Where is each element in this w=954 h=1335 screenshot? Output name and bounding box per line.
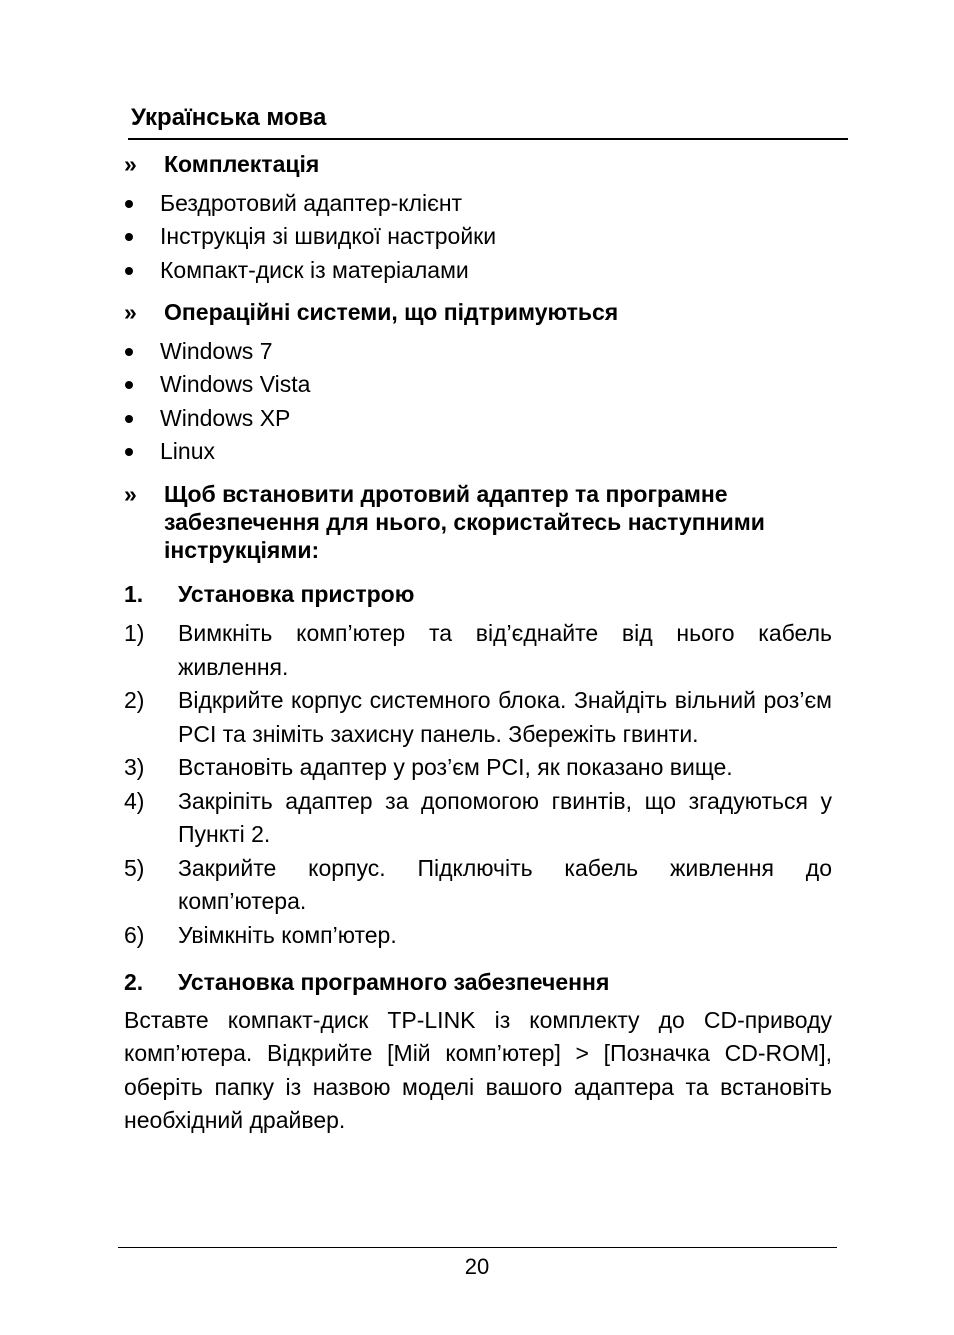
step-text: Відкрийте корпус системного блока. Знайдіть вільний роз’єм PCI та зніміть захисну панель. Збережіть гвинти. [178, 687, 832, 747]
section-marker: » [124, 299, 137, 325]
list-item [124, 402, 832, 436]
page-content [124, 148, 832, 1138]
page-number: 20 [464, 1254, 490, 1279]
list-item-text: Бездротовий адаптер-клієнт [160, 189, 463, 216]
list-item-text: Інструкція зі швидкої настройки [160, 223, 497, 249]
section-title: Операційні системи, що підтримуються [164, 299, 619, 325]
list-item [124, 220, 832, 254]
list-item [124, 435, 832, 469]
footer-divider [118, 1247, 837, 1248]
step-number: 5) [124, 854, 145, 881]
heading-title: Установка пристрою [178, 580, 415, 607]
software-paragraph: Вставте компакт-диск TP-LINK із комплекту до CD-приводу комп’ютера. Відкрийте [Мій комп’ютер] > [Позначка CD-ROM], оберіть папку із назвою моделі вашого адаптера та встановіть необхідний драйвер. [124, 1006, 832, 1133]
bullet-icon [125, 200, 133, 208]
list-item-text: Компакт-диск із матеріалами [160, 256, 469, 283]
step-item [124, 852, 832, 919]
hardware-heading [124, 578, 832, 612]
list-item-text: Linux [160, 438, 215, 464]
list-item-text: Windows XP [160, 404, 291, 431]
section-title: Комплектація [164, 151, 320, 177]
step-item [124, 751, 832, 785]
step-text: Закріпіть адаптер за допомогою гвинтів, що згадуються у Пункті 2. [178, 787, 832, 847]
heading-number: 1. [124, 580, 144, 607]
list-item-text: Windows Vista [160, 371, 311, 397]
step-item [124, 919, 832, 953]
section-heading-install [124, 480, 832, 564]
list-item [124, 254, 832, 288]
bullet-icon [125, 267, 133, 275]
bullet-icon [125, 448, 133, 456]
heading-number: 2. [124, 969, 144, 995]
list-item-text: Windows 7 [160, 337, 273, 364]
bullet-icon [125, 381, 133, 389]
bullet-icon [125, 415, 133, 423]
step-number: 2) [124, 687, 145, 713]
step-number: 4) [124, 787, 145, 814]
step-item [124, 684, 832, 751]
contents-list [124, 187, 832, 288]
step-item [124, 617, 832, 684]
page-header [128, 102, 848, 140]
os-list [124, 335, 832, 469]
list-item [124, 335, 832, 369]
section-marker: » [124, 480, 137, 507]
step-text: Вимкніть комп’ютер та від’єднайте від нього кабель живлення. [178, 620, 832, 680]
step-number: 1) [124, 620, 145, 646]
list-item [124, 368, 832, 402]
bullet-icon [125, 233, 133, 241]
bullet-icon [125, 348, 133, 356]
section-heading-os [124, 296, 832, 330]
step-text: Закрийте корпус. Підключіть кабель живлення до комп’ютера. [178, 854, 832, 914]
heading-title: Установка програмного забезпечення [178, 969, 610, 995]
step-number: 3) [124, 754, 145, 780]
software-heading [124, 966, 832, 1000]
section-marker: » [124, 151, 137, 177]
step-item [124, 785, 832, 852]
page-title: Українська мова [131, 104, 327, 131]
list-item [124, 187, 832, 221]
step-text: Увімкніть комп’ютер. [178, 921, 397, 948]
section-title: Щоб встановити дротовий адаптер та програмне забезпечення для нього, скористайтесь наступними інструкціями: [164, 480, 765, 563]
section-heading-contents [124, 148, 832, 182]
step-text: Встановіть адаптер у роз’єм PCI, як показано вище. [178, 754, 733, 780]
step-number: 6) [124, 921, 145, 948]
hardware-steps [124, 617, 832, 952]
